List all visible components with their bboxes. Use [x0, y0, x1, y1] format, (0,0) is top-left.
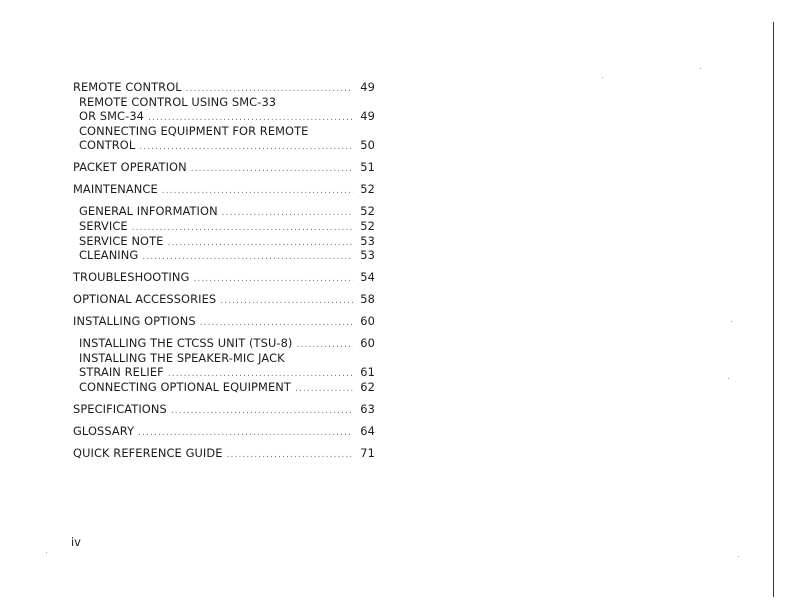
toc-page-number: 52 [360, 204, 375, 219]
toc-leader-dots [138, 426, 353, 441]
toc-leader-dots [200, 316, 353, 331]
toc-entry-service-note[interactable] [73, 234, 375, 249]
toc-entry-label: CONTROL [79, 138, 136, 153]
toc-entry-cleaning[interactable] [73, 248, 375, 263]
toc-entry-connecting-optional-equipment[interactable] [73, 380, 375, 395]
toc-leader-dots [167, 236, 353, 251]
toc-leader-dots [193, 272, 353, 287]
toc-entry-connecting-equipment-cont[interactable] [73, 138, 375, 153]
toc-entry-label: CONNECTING EQUIPMENT FOR REMOTE [79, 123, 309, 138]
toc-entry-glossary[interactable] [73, 424, 375, 439]
toc-entry-service[interactable] [73, 219, 375, 234]
toc-leader-dots [220, 294, 353, 309]
toc-entry-label: SERVICE NOTE [79, 233, 164, 248]
toc-entry-label: INSTALLING THE CTCSS UNIT (TSU-8) [79, 336, 293, 351]
toc-page-number: 71 [360, 445, 375, 460]
toc-leader-dots [227, 448, 353, 463]
toc-page-number: 60 [360, 336, 375, 351]
toc-leader-dots [191, 162, 353, 177]
toc-page-number: 49 [360, 80, 375, 94]
toc-leader-dots [171, 404, 353, 419]
toc-page-number: 50 [360, 138, 375, 153]
toc-leader-dots [295, 382, 353, 397]
toc-page-number: 53 [360, 248, 375, 263]
page-number: iv [71, 535, 81, 549]
toc-entry-label: GENERAL INFORMATION [79, 204, 218, 219]
toc-entry-label: CONNECTING OPTIONAL EQUIPMENT [79, 379, 291, 394]
toc-page-number: 63 [360, 401, 375, 416]
toc-entry-label: GLOSSARY [73, 423, 135, 438]
toc-page-number: 52 [360, 218, 375, 233]
toc-entry-label: CLEANING [79, 248, 139, 263]
scan-speck [602, 77, 603, 78]
toc-entry-installing-speaker-mic-jack[interactable] [73, 351, 375, 366]
toc-entry-installing-options[interactable] [73, 314, 375, 329]
toc-page-number: 60 [360, 314, 375, 329]
toc-entry-remote-control-using-smc-cont[interactable] [73, 109, 375, 124]
toc-entry-label: QUICK REFERENCE GUIDE [73, 445, 223, 460]
toc-entry-label: SERVICE [79, 218, 128, 233]
scan-speck [700, 68, 701, 69]
toc-page-number: 54 [360, 270, 375, 285]
toc-entry-label: MAINTENANCE [73, 182, 158, 197]
toc-entry-remote-control-using-smc[interactable] [73, 95, 375, 110]
toc-entry-label: PACKET OPERATION [73, 160, 187, 175]
toc-entry-label: REMOTE CONTROL USING SMC-33 [79, 94, 277, 109]
toc-entry-label: OPTIONAL ACCESSORIES [73, 292, 217, 307]
toc-page-number: 58 [360, 292, 375, 307]
toc-page-number: 51 [360, 160, 375, 175]
toc-entry-label: INSTALLING OPTIONS [73, 314, 196, 329]
toc-page-number: 64 [360, 423, 375, 438]
toc-entry-label: STRAIN RELIEF [79, 365, 164, 380]
toc-entry-installing-ctcss-unit[interactable] [73, 336, 375, 351]
toc-leader-dots [222, 206, 353, 221]
scan-speck [728, 378, 729, 379]
toc-entry-connecting-equipment[interactable] [73, 124, 375, 139]
toc-entry-label: SPECIFICATIONS [73, 401, 167, 416]
toc-page-number: 53 [360, 233, 375, 248]
toc-entry-label: REMOTE CONTROL [73, 80, 182, 94]
scan-speck [731, 321, 732, 322]
toc-leader-dots [132, 221, 353, 236]
toc-entry-troubleshooting[interactable] [73, 270, 375, 285]
scan-speck [46, 552, 47, 553]
toc-leader-dots [162, 184, 353, 199]
toc-entry-label: INSTALLING THE SPEAKER-MIC JACK [79, 350, 285, 365]
toc-entry-specifications[interactable] [73, 402, 375, 417]
toc-entry-label: OR SMC-34 [79, 109, 145, 124]
toc-leader-dots [139, 140, 353, 155]
toc-leader-dots [142, 250, 353, 265]
toc-entry-label: TROUBLESHOOTING [73, 270, 190, 285]
toc-entry-strain-relief[interactable] [73, 365, 375, 380]
toc-entry-packet-operation[interactable] [73, 160, 375, 175]
toc-page-number: 49 [360, 109, 375, 124]
toc-entry-maintenance[interactable] [73, 182, 375, 197]
page-edge-rule [773, 22, 774, 597]
toc-page-number: 62 [360, 379, 375, 394]
toc-entry-quick-reference-guide[interactable] [73, 446, 375, 461]
toc-entry-remote-control[interactable] [73, 80, 375, 95]
toc-page-number: 61 [360, 365, 375, 380]
table-of-contents [73, 80, 375, 460]
scan-speck [738, 556, 739, 557]
toc-entry-optional-accessories[interactable] [73, 292, 375, 307]
toc-page-number: 52 [360, 182, 375, 197]
toc-entry-general-information[interactable] [73, 204, 375, 219]
